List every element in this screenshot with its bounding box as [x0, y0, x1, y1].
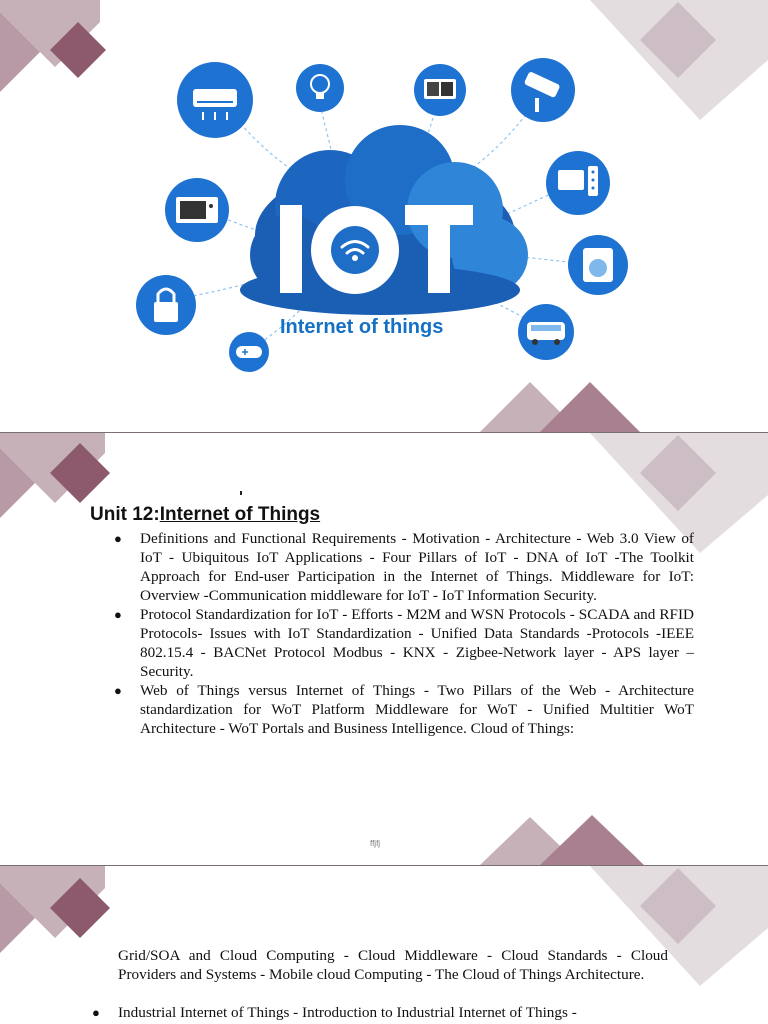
corner-decoration	[0, 866, 768, 1024]
unit-number: Unit 12:	[90, 504, 160, 525]
list-item: ● Protocol Standardization for IoT - Efforts - M2M and WSN Protocols - SCADA and RFID Protocols- Issues with IoT Standardization - Unified Data Standards -Protocols -IEEE 802.15.4 - BACNet Protocol Modbus - KNX - Zigbee-Network layer - APS layer –Security.	[114, 606, 694, 680]
page-footer: ffjfj	[370, 839, 381, 848]
padlock-icon	[136, 275, 196, 335]
bulb-icon	[296, 64, 344, 112]
iot-caption: Internet of things	[280, 316, 444, 338]
washing-machine-icon	[568, 235, 628, 295]
stray-mark	[240, 491, 242, 495]
bullet-icon: ●	[92, 1005, 100, 1020]
bus-icon	[518, 304, 574, 360]
gamepad-icon	[229, 332, 269, 372]
bullet-icon: ●	[114, 683, 122, 698]
tv-remote-icon	[546, 151, 610, 215]
list-item: ● Web of Things versus Internet of Things - Two Pillars of the Web - Architecture standardization for WoT Platform Middleware for WoT - Unified Multitier WoT Architecture - WoT Portals and Business Intelligence. Cloud of Things:	[114, 682, 694, 737]
list-item: ● Definitions and Functional Requirements - Motivation - Architecture - Web 3.0 View of IoT - Ubiquitous IoT Applications - Four Pillars of IoT - DNA of IoT -The Toolkit Approach for End-user Participation in the Internet of Things. Middleware for IoT: Overview -Communication middleware for IoT - IoT Information Security.	[114, 530, 694, 604]
unit-title: Internet of Things	[159, 504, 321, 525]
tv-panel-icon	[414, 64, 466, 116]
bullet-icon: ●	[114, 531, 122, 546]
list-item: ● Industrial Internet of Things - Introduction to Industrial Internet of Things -	[92, 1004, 577, 1021]
iot-illustration	[0, 0, 768, 432]
bullet-icon: ●	[114, 607, 122, 622]
page-2	[0, 433, 768, 865]
continued-paragraph: Grid/SOA and Cloud Computing - Cloud Middleware - Cloud Standards - Cloud Providers and Systems - Mobile cloud Computing - The Cloud of Things Architecture.	[118, 947, 668, 983]
page-1	[0, 0, 768, 432]
topic-list	[88, 1003, 672, 1022]
microwave-icon	[165, 178, 229, 242]
topic-list	[110, 529, 694, 738]
page-3	[0, 866, 768, 1024]
air-conditioner-icon	[177, 62, 253, 138]
unit-heading	[90, 504, 320, 526]
cctv-camera-icon	[511, 58, 575, 122]
